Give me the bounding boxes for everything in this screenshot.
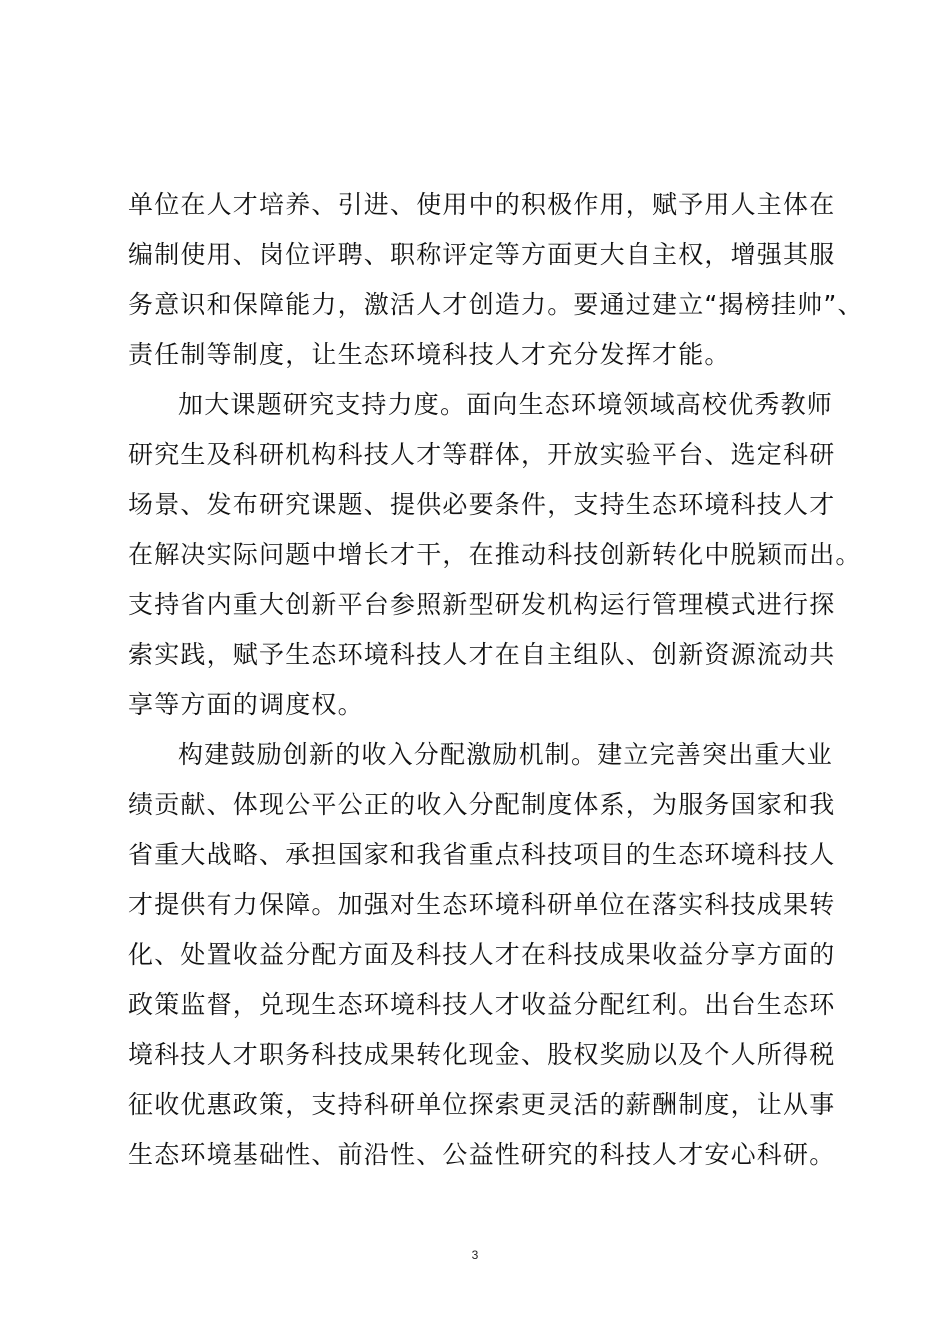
- paragraph: [128, 380, 862, 730]
- text-line: 索实践，赋予生态环境科技人才在自主组队、创新资源流动共: [128, 640, 836, 669]
- text-line: 责任制等制度，让生态环境科技人才充分发挥才能。: [128, 340, 731, 369]
- page-number: 3: [471, 1248, 479, 1262]
- text-line: 征收优惠政策，支持科研单位探索更灵活的薪酬制度，让从事: [128, 1090, 836, 1119]
- text-line: 享等方面的调度权。: [128, 690, 364, 719]
- text-line: 务意识和保障能力，激活人才创造力。要通过建立“揭榜挂帅”、: [128, 290, 864, 319]
- text-line: 政策监督，兑现生态环境科技人才收益分配红利。出台生态环: [128, 990, 836, 1019]
- text-line: 研究生及科研机构科技人才等群体，开放实验平台、选定科研: [128, 440, 836, 469]
- paragraph: [128, 180, 864, 380]
- text-line: 绩贡献、体现公平公正的收入分配制度体系，为服务国家和我: [128, 790, 836, 819]
- paragraph: [128, 730, 852, 1180]
- text-line: 场景、发布研究课题、提供必要条件，支持生态环境科技人才: [128, 490, 836, 519]
- text-line: 化、处置收益分配方面及科技人才在科技成果收益分享方面的: [128, 940, 836, 969]
- text-line: 在解决实际问题中增长才干，在推动科技创新转化中脱颖而出。: [128, 540, 862, 569]
- text-line: 省重大战略、承担国家和我省重点科技项目的生态环境科技人: [128, 840, 836, 869]
- text-line: 支持省内重大创新平台参照新型研发机构运行管理模式进行探: [128, 590, 836, 619]
- text-line: 编制使用、岗位评聘、职称评定等方面更大自主权，增强其服: [128, 240, 836, 269]
- text-line: 境科技人才职务科技成果转化现金、股权奖励以及个人所得税: [128, 1040, 836, 1069]
- text-line: 生态环境基础性、前沿性、公益性研究的科技人才安心科研。: [128, 1140, 836, 1169]
- text-line: 单位在人才培养、引进、使用中的积极作用，赋予用人主体在: [128, 190, 836, 219]
- body-text: [128, 180, 864, 1180]
- text-line: 构建鼓励创新的收入分配激励机制。建立完善突出重大业: [178, 740, 834, 769]
- text-line: 加大课题研究支持力度。面向生态环境领域高校优秀教师: [178, 390, 834, 419]
- text-line: 才提供有力保障。加强对生态环境科研单位在落实科技成果转: [128, 890, 836, 919]
